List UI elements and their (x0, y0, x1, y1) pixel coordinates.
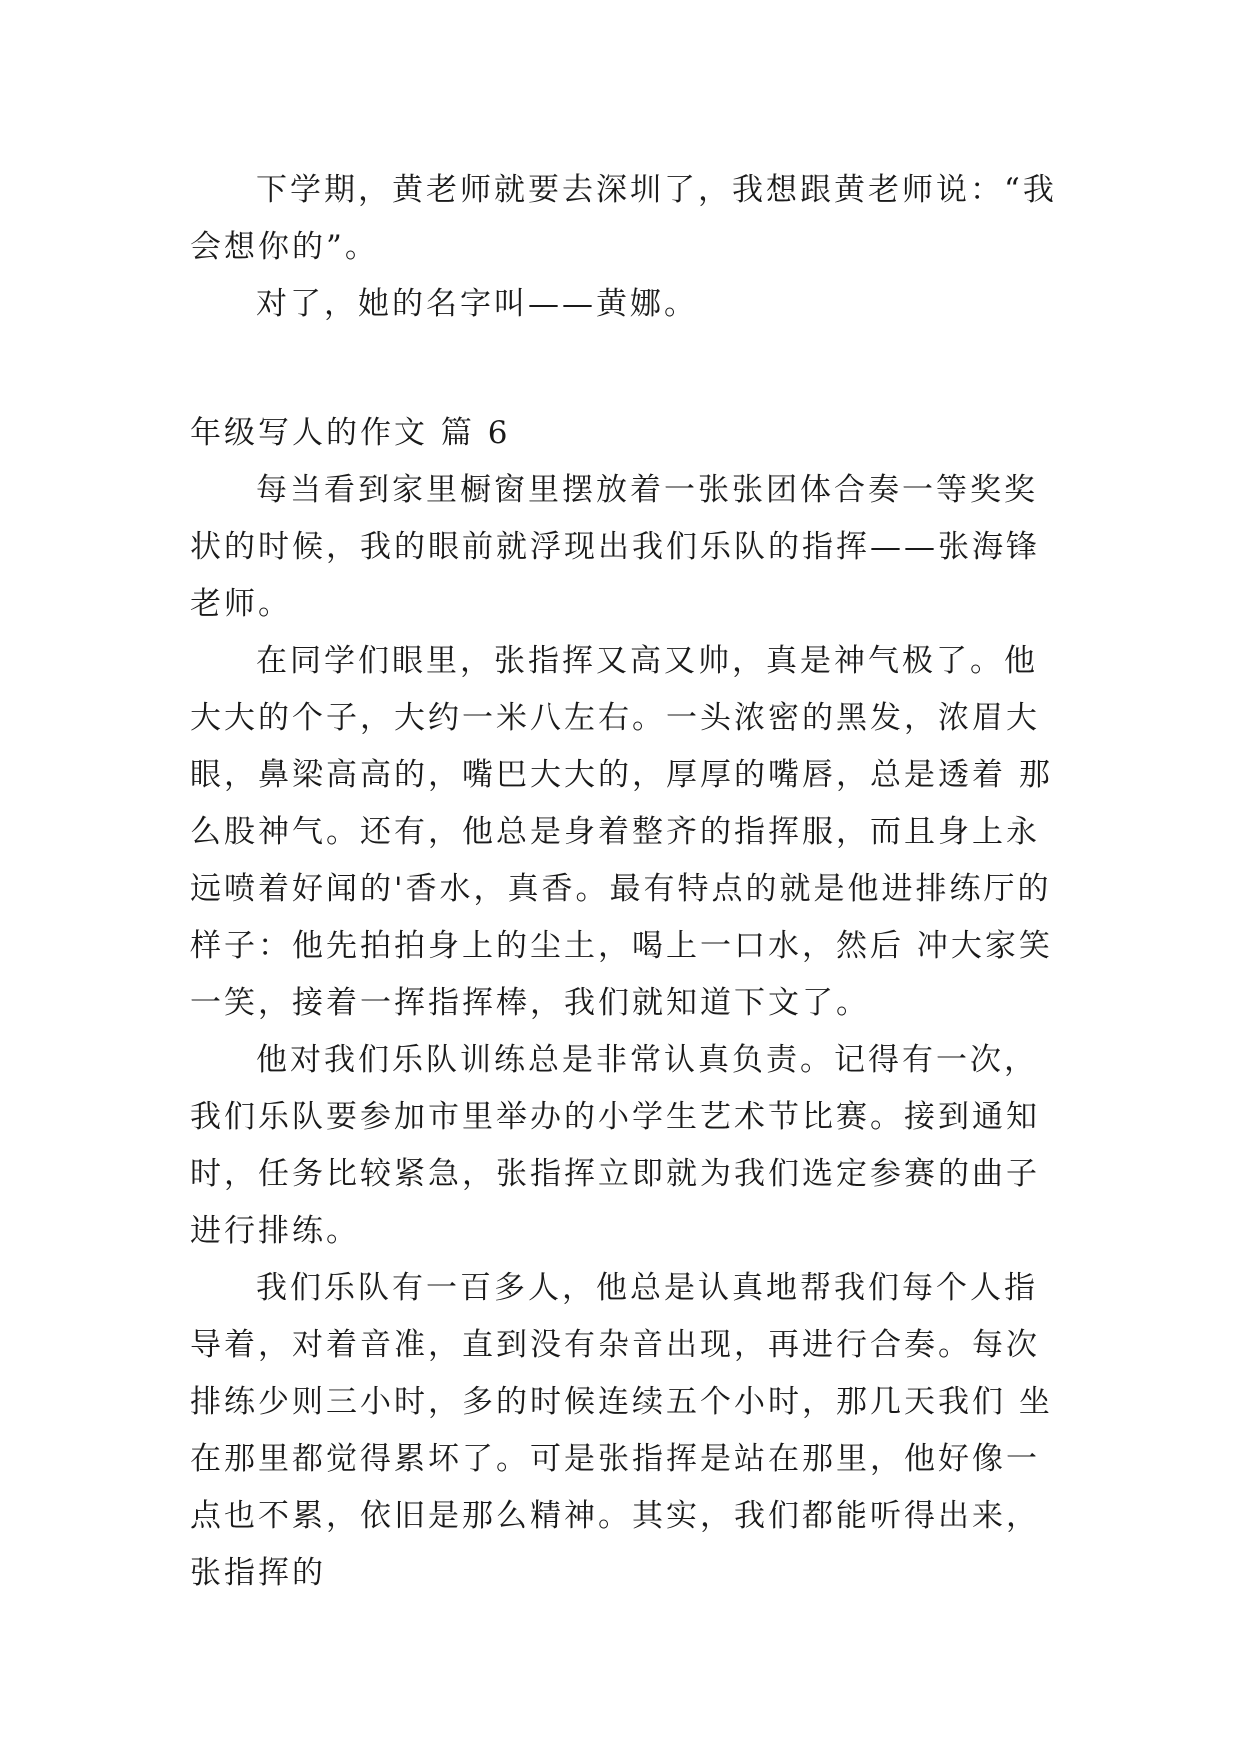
paragraph: 我们乐队有一百多人，他总是认真地帮我们每个人指导着，对着音准，直到没有杂音出现，再进行合奏。每次排练少则三小时，多的时候连续五个小时，那几天我们 坐在那里都觉得累坏了。可是张指挥是站在那里，他好像一点也不累，依旧是那么精神。其实，我们都能听得出来，张指挥的 (190, 1270, 1053, 1591)
paragraph: 对了，她的名字叫——黄娜。 (256, 286, 698, 322)
paragraph: 在同学们眼里，张指挥又高又帅，真是神气极了。他大大的个子，大约一米八左右。一头浓密的黑发，浓眉大眼，鼻梁高高的，嘴巴大大的，厚厚的嘴唇，总是透着 那么股神气。还有，他总是身着整齐的指挥服，而且身上永远喷着好闻的'香水，真香。最有特点的就是他进排练厅的样子：他先拍拍身上的尘土，喝上一口水，然后 冲大家笑一笑，接着一挥指挥棒，我们就知道下文了。 (190, 643, 1053, 1021)
paragraph: 每当看到家里橱窗里摆放着一张张团体合奏一等奖奖状的时候，我的眼前就浮现出我们乐队的指挥——张海锋老师。 (190, 472, 1040, 622)
section-spacer (190, 333, 1070, 405)
paragraph: 下学期，黄老师就要去深圳了，我想跟黄老师说：“我会想你的”。 (190, 172, 1057, 265)
paragraph: 他对我们乐队训练总是非常认真负责。记得有一次，我们乐队要参加市里举办的小学生艺术节比赛。接到通知时，任务比较紧急，张指挥立即就为我们选定参赛的曲子进行排练。 (190, 1042, 1040, 1249)
section-heading: 年级写人的作文 篇 6 (190, 415, 511, 451)
document-body (190, 162, 1070, 1602)
